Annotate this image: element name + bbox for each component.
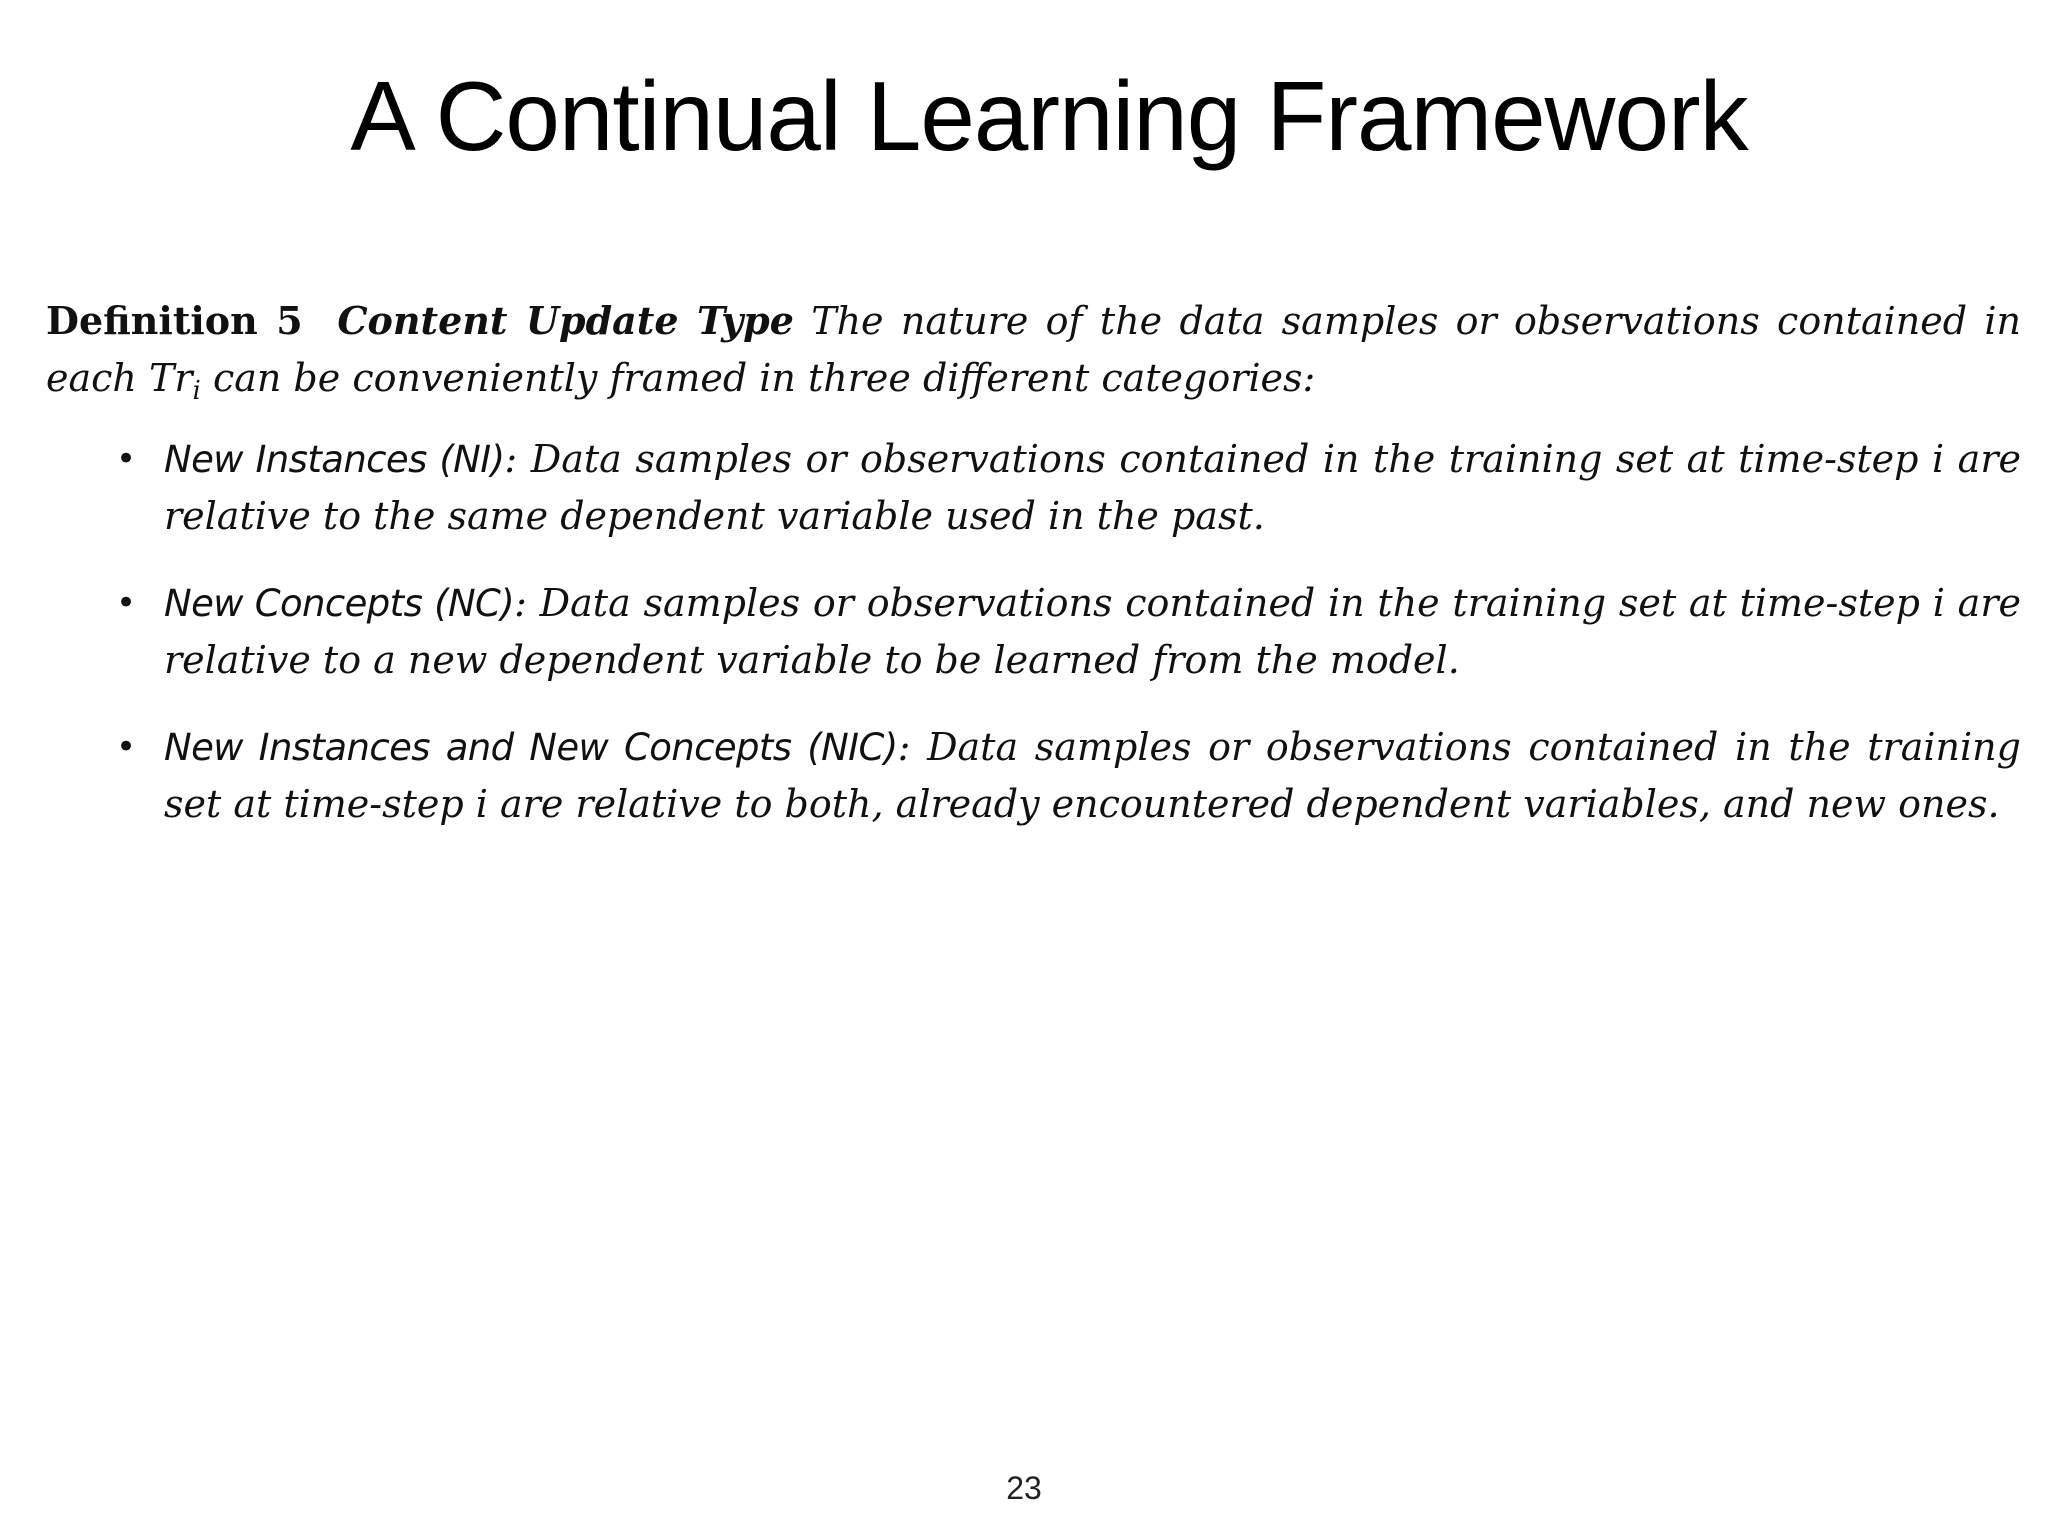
definition-intro: The nature of the data samples or observations contained in each [46,299,2021,400]
math-subscript: i [192,376,201,406]
slide-title: A Continual Learning Framework [350,61,1748,171]
category-description: Data samples or observations contained in the training set at time-step i are relative to the same dependent variable used in the past. [164,437,2021,538]
definition-intro-continued: can be conveniently framed in three different categories: [212,356,1316,400]
math-symbol: Tr [149,356,193,400]
list-item: • New Concepts (NC): Data samples or observations contained in the training set at time-step i are relative to a new dependent variable to be learned from the model. [46,575,2021,689]
bullet-icon: • [116,727,137,767]
definition-block [46,292,2021,863]
math-tr-symbol [149,356,201,406]
category-term: New Concepts (NC) [164,582,515,625]
definition-name: Content Update Type [337,298,794,343]
category-term: New Instances (NI) [164,438,505,481]
definition-label: Definition 5 [46,298,303,343]
page-number: 23 [1006,1470,1042,1506]
list-item: • New Instances (NI): Data samples or observations contained in the training set at time-step i are relative to the same dependent variable used in the past. [46,431,2021,545]
definition-heading [46,292,2021,407]
category-list [46,431,2021,833]
category-term: New Instances and New Concepts (NIC) [164,726,898,769]
bullet-icon: • [116,583,137,623]
bullet-icon: • [116,439,137,479]
category-description: Data samples or observations contained in the training set at time-step i are relative to a new dependent variable to be learned from the model. [164,581,2021,682]
category-description: Data samples or observations contained in the training set at time-step i are relative to both, already encountered dependent variables, and new ones. [164,725,2021,826]
list-item: • New Instances and New Concepts (NIC): Data samples or observations contained in the training set at time-step i are relative to both, already encountered dependent variables, and new ones. [46,719,2021,833]
